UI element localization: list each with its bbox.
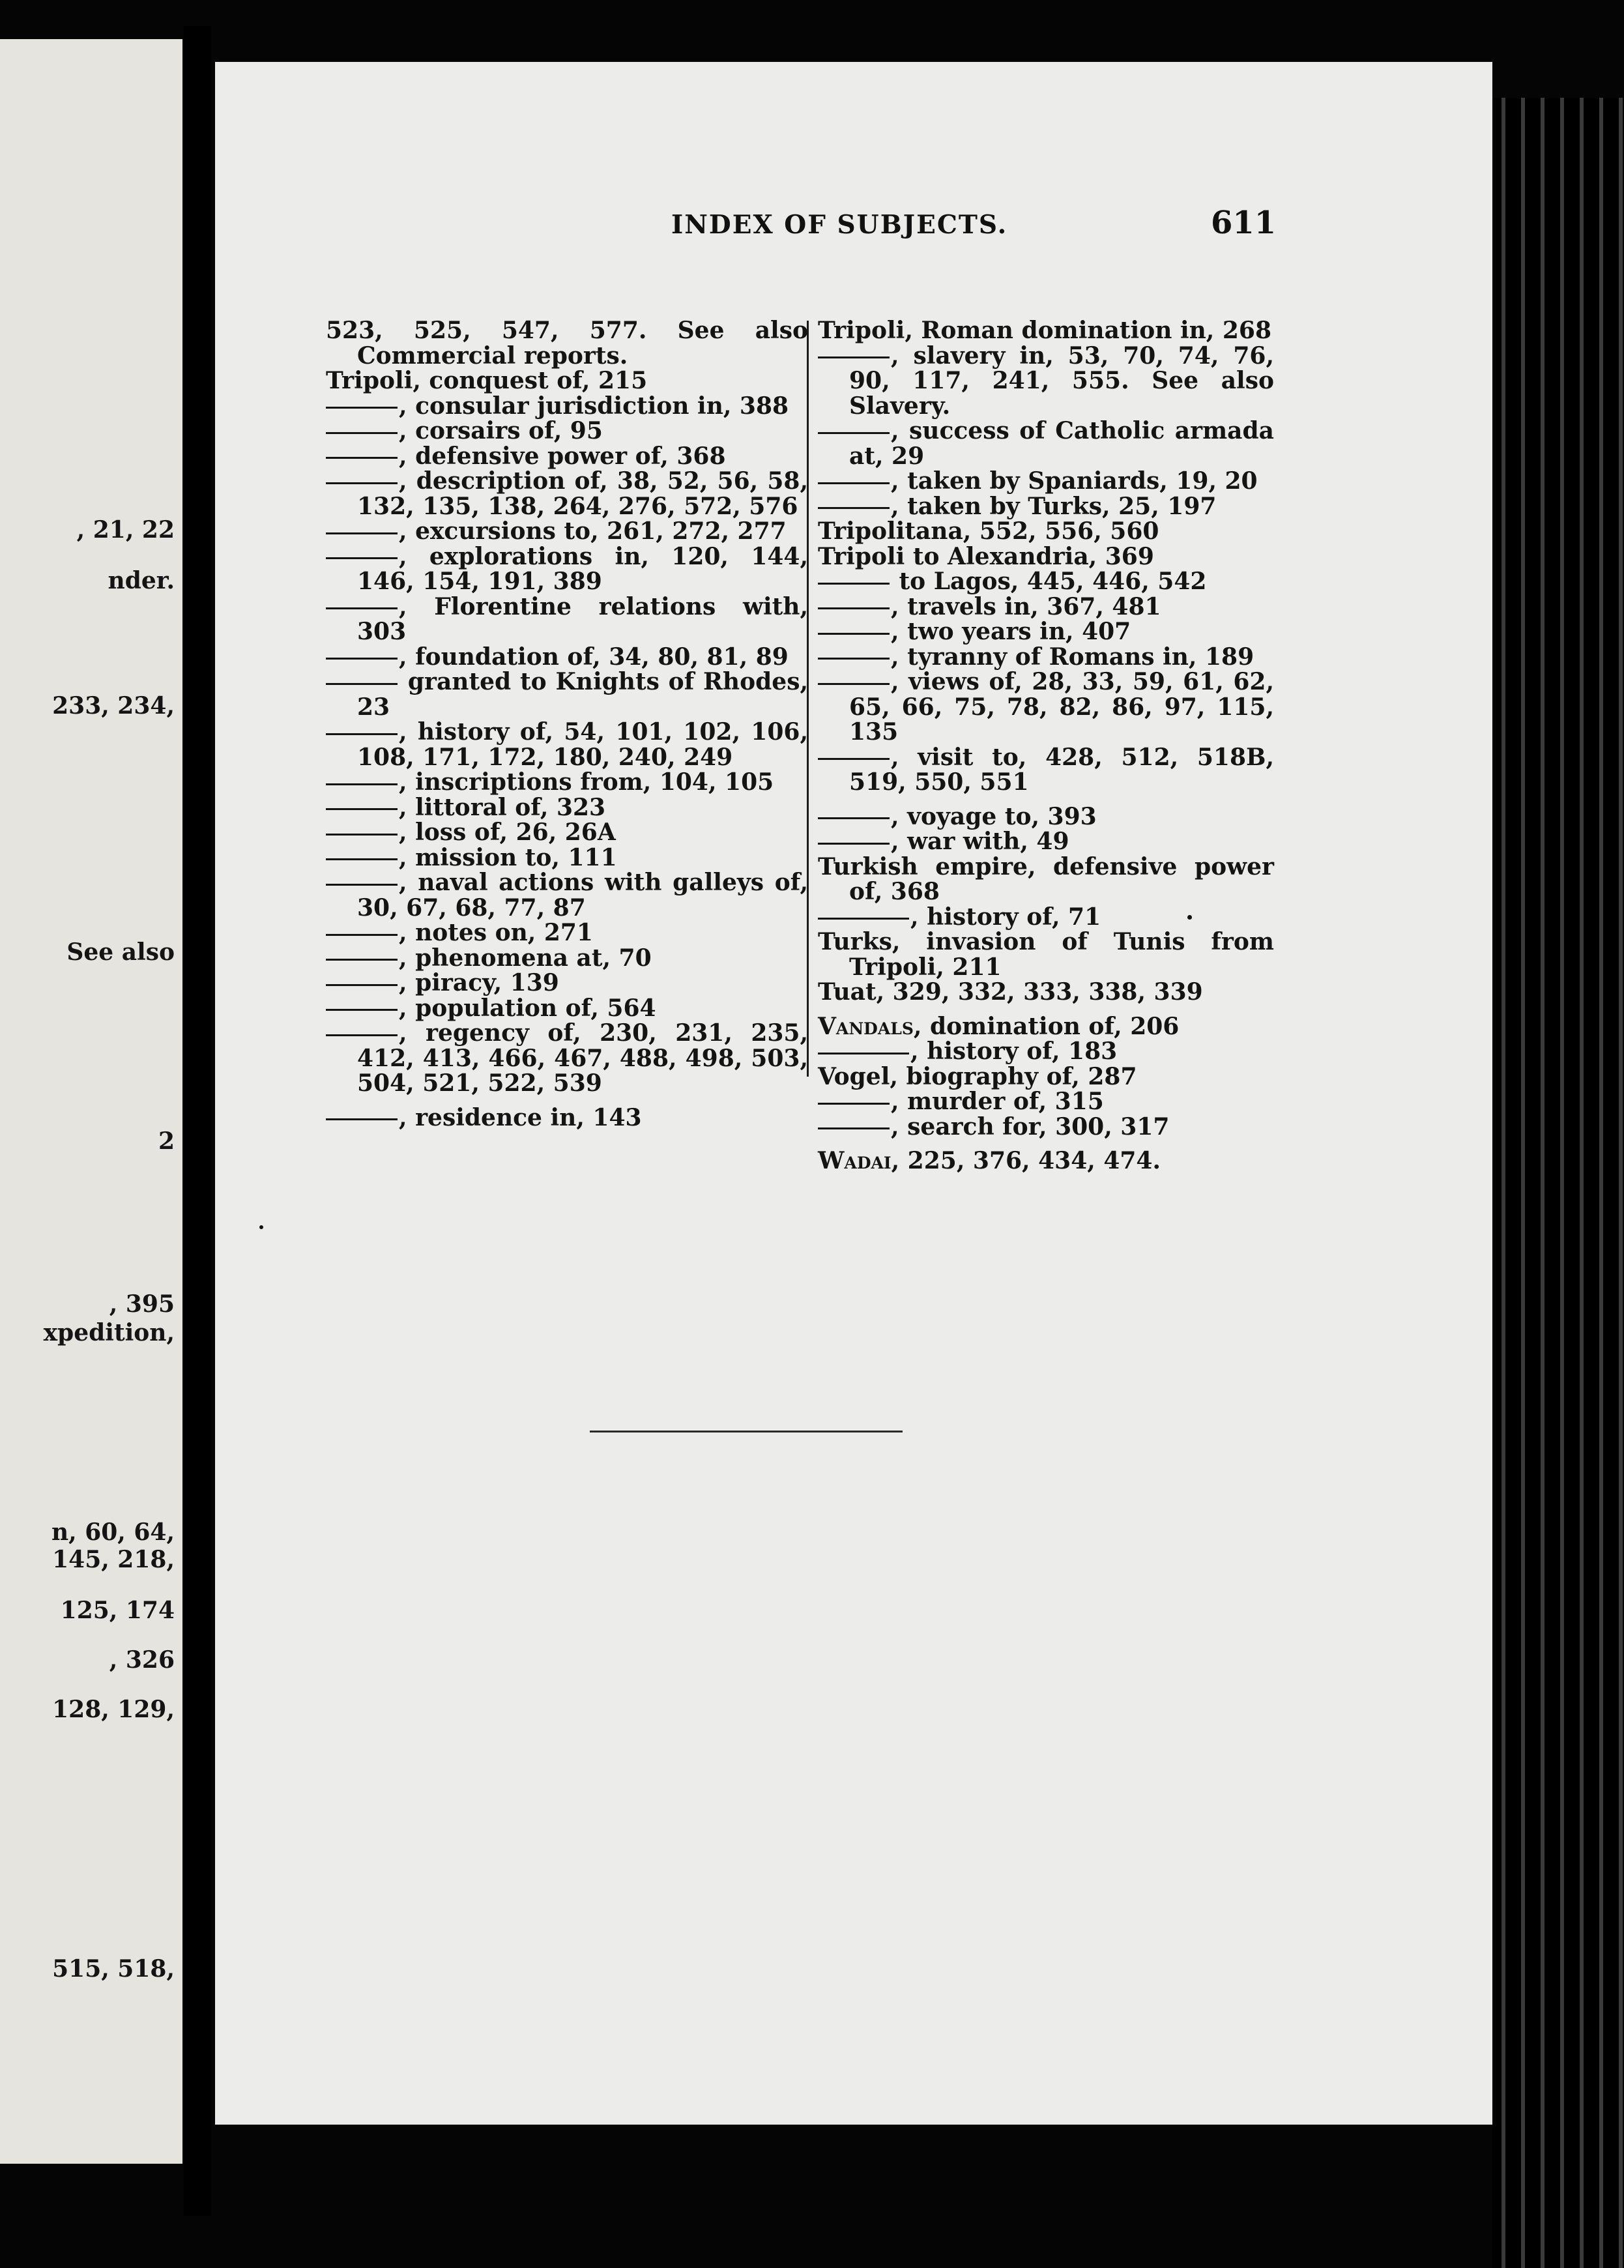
entry-text: , explorations in, 120, 144, 146, 154, 191, 389 (357, 542, 808, 595)
ditto-rule (818, 356, 890, 358)
entry-text: , mission to, 111 (399, 843, 617, 871)
print-speck (259, 1225, 263, 1229)
index-entry (818, 1064, 1274, 1090)
entry-text: , regency of, 230, 231, 235, 412, 413, 466, 467, 488, 498, 503, 504, 521, 522, 539 (357, 1019, 808, 1097)
ditto-rule (326, 683, 398, 685)
index-subentry (818, 905, 1274, 930)
facing-page-text: , 395 (109, 1290, 175, 1318)
facing-page-text: , 21, 22 (76, 516, 175, 544)
facing-page-fragment (0, 39, 182, 2164)
index-subentry (326, 1021, 808, 1096)
entry-text: , travels in, 367, 481 (891, 592, 1161, 620)
entry-text: Tripoli, conquest of, 215 (326, 367, 648, 394)
index-entry (818, 544, 1274, 570)
ditto-rule (326, 858, 398, 860)
index-entry (818, 318, 1274, 343)
index-subentry (818, 569, 1274, 594)
entry-text: , visit to, 428, 512, 518B, 519, 550, 551 (849, 743, 1274, 796)
index-subentry (326, 795, 808, 821)
ditto-rule (326, 808, 398, 810)
entry-text: , Florentine relations with, 303 (357, 592, 808, 645)
ditto-rule (818, 683, 890, 685)
ditto-rule (326, 834, 398, 836)
entry-text: , two years in, 407 (891, 618, 1131, 645)
index-column-left (326, 318, 808, 1130)
entry-text: , success of Catholic armada at, 29 (849, 417, 1274, 470)
ditto-rule (326, 407, 398, 409)
entry-text: , foundation of, 34, 80, 81, 89 (399, 643, 789, 671)
index-subentry (326, 669, 808, 720)
entry-text: , defensive power of, 368 (399, 442, 726, 470)
entry-heading: Vandals (818, 1012, 914, 1040)
entry-text: Turkish empire, defensive power of, 368 (818, 852, 1274, 905)
index-subentry (818, 1039, 1274, 1064)
index-subentry (818, 469, 1274, 494)
index-subentry (326, 544, 808, 594)
index-subentry (326, 946, 808, 971)
entry-text: , domination of, 206 (913, 1012, 1180, 1040)
facing-page-text: 128, 129, (52, 1696, 175, 1723)
entry-text: , residence in, 143 (399, 1103, 642, 1131)
entry-text: Tripolitana, 552, 556, 560 (818, 517, 1159, 545)
facing-page-text: 145, 218, (52, 1546, 175, 1573)
ditto-rule (326, 733, 398, 735)
ditto-rule (326, 607, 398, 609)
index-entry (326, 318, 808, 368)
facing-page-text: 2 (158, 1127, 175, 1155)
entry-text: , piracy, 139 (399, 969, 559, 996)
index-entry (818, 519, 1274, 544)
ditto-rule (818, 1053, 909, 1054)
ditto-rule (818, 1127, 890, 1129)
entry-text: , population of, 564 (399, 994, 656, 1022)
index-subentry (326, 645, 808, 670)
ditto-rule (818, 1103, 890, 1105)
entry-text: , taken by Turks, 25, 197 (891, 492, 1217, 520)
index-subentry (326, 870, 808, 920)
ditto-rule (818, 432, 890, 434)
index-subentry (818, 1114, 1274, 1140)
ditto-rule (818, 817, 890, 819)
page-title: INDEX OF SUBJECTS. (671, 210, 1008, 240)
entry-text: , murder of, 315 (891, 1088, 1104, 1115)
index-subentry (326, 469, 808, 519)
index-subentry (326, 720, 808, 770)
index-subentry (326, 820, 808, 845)
entry-text: , 225, 376, 434, 474. (891, 1147, 1161, 1174)
entry-text: , tyranny of Romans in, 189 (891, 643, 1254, 671)
index-subentry (818, 669, 1274, 745)
index-subentry (326, 770, 808, 795)
entry-text: , description of, 38, 52, 56, 58, 132, 135, 138, 264, 276, 572, 576 (357, 467, 808, 520)
entry-text: , history of, 71 (910, 903, 1101, 931)
entry-text: , inscriptions from, 104, 105 (399, 768, 774, 796)
index-subentry (818, 1089, 1274, 1114)
facing-page-text: , 326 (109, 1646, 175, 1674)
entry-text: , loss of, 26, 26A (399, 819, 616, 846)
page-edges (1492, 98, 1623, 2268)
entry-text: Tripoli, Roman domination in, 268 (818, 317, 1272, 344)
entry-text: to Lagos, 445, 446, 542 (891, 568, 1207, 595)
ditto-rule (326, 457, 398, 459)
index-subentry (326, 418, 808, 444)
ditto-rule (326, 482, 398, 484)
index-subentry (818, 645, 1274, 670)
index-subentry (818, 494, 1274, 519)
print-speck (1187, 915, 1192, 920)
index-subentry (818, 594, 1274, 620)
index-subentry (818, 745, 1274, 795)
facing-page-text: xpedition, (43, 1319, 175, 1346)
ditto-rule (326, 934, 398, 936)
index-entry (818, 980, 1274, 1005)
index-subentry (818, 829, 1274, 854)
ditto-rule (326, 532, 398, 534)
facing-page-text: 233, 234, (52, 692, 175, 720)
ditto-rule (818, 507, 890, 509)
index-subentry (326, 996, 808, 1021)
facing-page-text: n, 60, 64, (51, 1519, 175, 1546)
facing-page-text: 515, 518, (52, 1955, 175, 1983)
ditto-rule (326, 884, 398, 886)
entry-text: , taken by Spaniards, 19, 20 (891, 467, 1258, 495)
entry-text: , phenomena at, 70 (399, 944, 652, 972)
entry-text: , views of, 28, 33, 59, 61, 62, 65, 66, 75, 78, 82, 86, 97, 115, 135 (849, 668, 1274, 746)
facing-page-text: nder. (108, 567, 175, 594)
entry-text: , history of, 183 (910, 1038, 1118, 1065)
index-subentry (818, 619, 1274, 645)
ditto-rule (326, 1118, 398, 1120)
footer-rule (590, 1431, 903, 1432)
ditto-rule (326, 432, 398, 434)
index-entry (326, 368, 808, 394)
ditto-rule (326, 984, 398, 986)
ditto-rule (818, 583, 890, 585)
ditto-rule (818, 482, 890, 484)
ditto-rule (326, 783, 398, 785)
index-subentry (326, 920, 808, 946)
index-subentry (326, 970, 808, 996)
ditto-rule (818, 658, 890, 660)
index-subentry (818, 418, 1274, 469)
ditto-rule (326, 1034, 398, 1036)
entry-text: , slavery in, 53, 70, 74, 76, 90, 117, 241, 555. See also Slavery. (849, 342, 1274, 420)
index-entry (818, 1148, 1274, 1174)
book-gutter (184, 26, 211, 2216)
ditto-rule (326, 557, 398, 559)
index-subentry (326, 519, 808, 544)
index-entry (818, 1014, 1274, 1040)
entry-text: , corsairs of, 95 (399, 417, 603, 444)
entry-text: , littoral of, 323 (399, 793, 606, 821)
entry-text: , notes on, 271 (399, 919, 593, 946)
index-entry (818, 854, 1274, 905)
page-number: 611 (1211, 205, 1277, 241)
ditto-rule (818, 918, 909, 920)
entry-text: Tuat, 329, 332, 333, 338, 339 (818, 978, 1203, 1006)
index-subentry (326, 444, 808, 469)
index-subentry (326, 594, 808, 645)
ditto-rule (818, 843, 890, 845)
entry-text: , search for, 300, 317 (891, 1112, 1170, 1141)
entry-text: Vogel, biography of, 287 (818, 1062, 1137, 1090)
entry-text: , naval actions with galleys of, 30, 67, 68, 77, 87 (357, 869, 808, 922)
index-subentry (818, 343, 1274, 419)
index-subentry (326, 394, 808, 419)
ditto-rule (326, 1009, 398, 1011)
entry-text: Tripoli to Alexandria, 369 (818, 542, 1154, 570)
entry-text: , history of, 54, 101, 102, 106, 108, 171, 172, 180, 240, 249 (357, 718, 808, 771)
ditto-rule (326, 658, 398, 660)
running-header (0, 205, 1624, 249)
entry-text: granted to Knights of Rhodes, 23 (357, 668, 808, 721)
index-subentry (818, 804, 1274, 830)
index-subentry (326, 1105, 808, 1131)
ditto-rule (818, 607, 890, 609)
entry-text: , voyage to, 393 (891, 802, 1097, 830)
index-subentry (326, 845, 808, 871)
entry-text: Turks, invasion of Tunis from Tripoli, 211 (818, 928, 1274, 981)
facing-page-text: See also (66, 938, 175, 966)
ditto-rule (326, 959, 398, 961)
entry-text: , excursions to, 261, 272, 277 (399, 517, 787, 545)
entry-text: 523, 525, 547, 577. See also Commercial reports. (326, 317, 808, 370)
entry-text: , war with, 49 (891, 828, 1069, 855)
ditto-rule (818, 758, 890, 760)
entry-text: , consular jurisdiction in, 388 (399, 392, 789, 420)
entry-heading: Wadai (818, 1147, 892, 1174)
ditto-rule (818, 633, 890, 635)
facing-page-text: 125, 174 (60, 1597, 175, 1624)
index-entry (818, 929, 1274, 980)
index-column-right (818, 318, 1274, 1174)
